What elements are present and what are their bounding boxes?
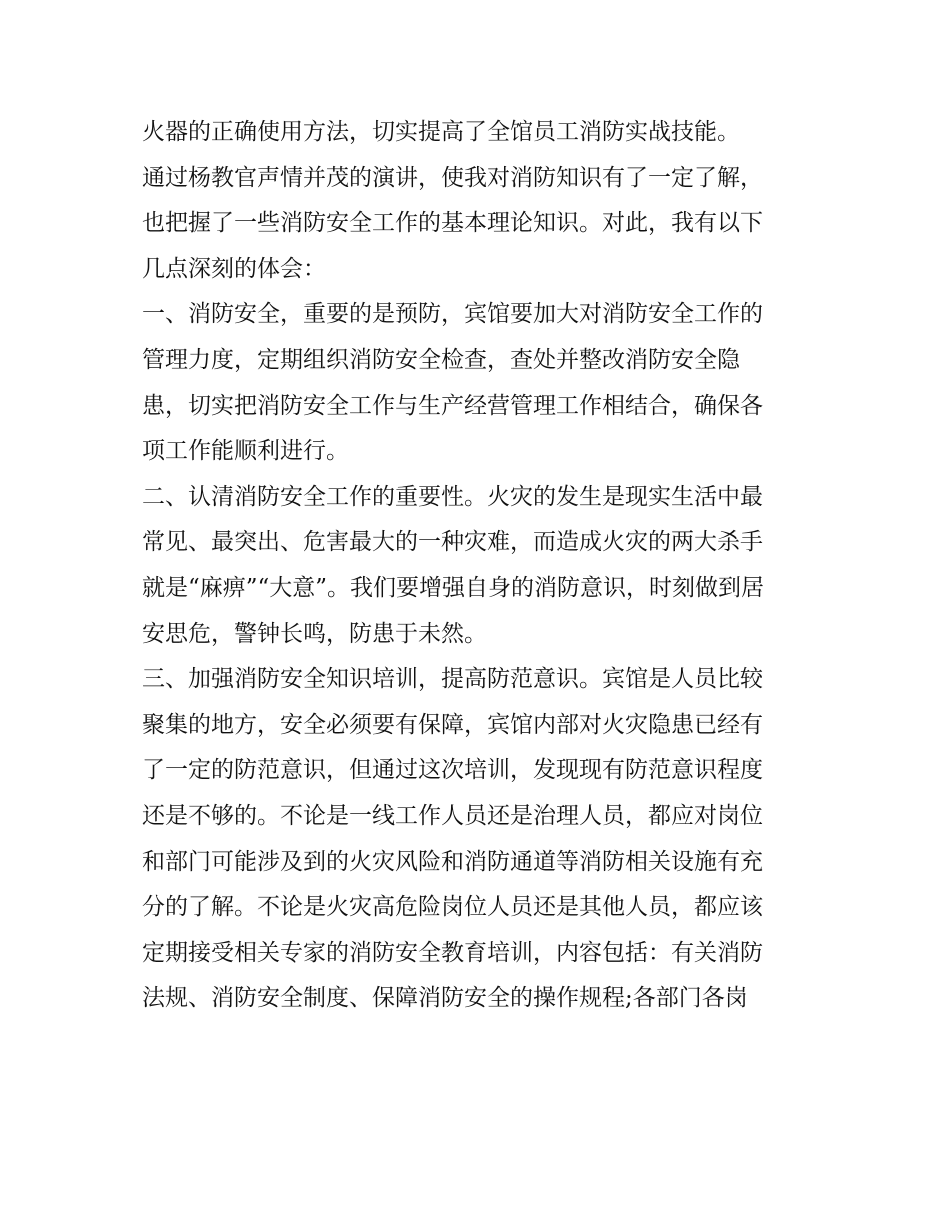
text-line: 二、认清消防安全工作的重要性。火灾的发生是现实生活中最	[142, 483, 763, 510]
text-line: 三、加强消防安全知识培训，提高防范意识。宾馆是人员比较	[142, 666, 763, 693]
text-line: 就是“麻痹”“大意”。我们要增强自身的消防意识，时刻做到居	[142, 574, 765, 601]
text-line: 法规、消防安全制度、保障消防安全的操作规程;各部门各岗	[142, 985, 748, 1012]
text-line: 常见、最突出、危害最大的一种灾难，而造成火灾的两大杀手	[142, 529, 763, 556]
text-line: 聚集的地方，安全必须要有保障，宾馆内部对火灾隐患已经有	[142, 711, 763, 738]
text-line: 患，切实把消防安全工作与生产经营管理工作相结合，确保各	[142, 392, 763, 419]
text-line: 也把握了一些消防安全工作的基本理论知识。对此，我有以下	[142, 210, 763, 237]
text-line: 安思危，警钟长鸣，防患于未然。	[142, 620, 487, 647]
text-line: 火器的正确使用方法，切实提高了全馆员工消防实战技能。	[142, 119, 740, 145]
text-line: 定期接受相关专家的消防安全教育培训，内容包括：有关消防	[142, 939, 763, 966]
text-line: 还是不够的。不论是一线工作人员还是治理人员，都应对岗位	[142, 802, 763, 829]
text-line: 几点深刻的体会：	[142, 255, 326, 282]
body-text	[142, 110, 822, 1022]
text-line: 了一定的防范意识，但通过这次培训，发现现有防范意识程度	[142, 757, 763, 784]
text-line: 项工作能顺利进行。	[142, 438, 349, 465]
text-line: 一、消防安全，重要的是预防，宾馆要加大对消防安全工作的	[142, 301, 763, 328]
text-line: 和部门可能涉及到的火灾风险和消防通道等消防相关设施有充	[142, 848, 763, 875]
text-line: 分的了解。不论是火灾高危险岗位人员还是其他人员，都应该	[142, 894, 763, 921]
text-line: 管理力度，定期组织消防安全检查，查处并整改消防安全隐	[142, 346, 740, 373]
text-line: 通过杨教官声情并茂的演讲，使我对消防知识有了一定了解，	[142, 164, 763, 191]
